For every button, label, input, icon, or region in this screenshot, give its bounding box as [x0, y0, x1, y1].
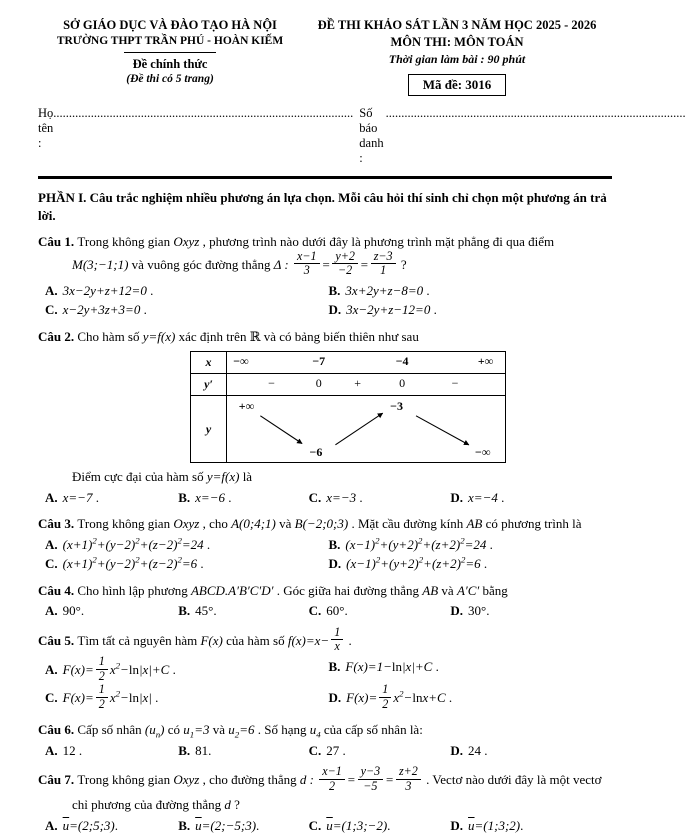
option-letter: C.	[308, 817, 322, 833]
bbt-arrows	[227, 396, 505, 462]
questions-container	[38, 232, 612, 835]
q2-option-B	[178, 488, 308, 508]
option-text: 90°.	[62, 603, 85, 619]
q1-stem-line: M(3;−1;1) và vuông góc đường thẳng Δ : $\frac{x-1}{3}$ = $\frac{y+2}{-2}$ = $\frac{z-3}{1}$ ?	[72, 248, 407, 278]
q7-option-C	[309, 816, 451, 835]
q1-option-D	[329, 300, 613, 320]
q5-option-C	[45, 682, 329, 713]
part1-heading: PHẦN I. Câu trắc nghiệm nhiều phương án lựa chọn. Mỗi câu hỏi thí sinh chỉ chọn một phương án trả lời.	[38, 190, 607, 224]
q4-stem-line: Câu 4. Cho hình lập phương ABCD.A′B′C′D′ . Góc giữa hai đường thẳng AB và A′C′ bằng	[38, 582, 508, 598]
q3-option-A	[45, 535, 329, 555]
q1-options	[38, 281, 612, 320]
student-info-line	[38, 106, 686, 166]
option-letter: B.	[328, 536, 341, 552]
option-letter: B.	[178, 603, 191, 619]
q5-option-A	[45, 654, 329, 685]
q6-number: Câu 6.	[38, 722, 78, 738]
question-4	[38, 581, 612, 621]
q3-option-B	[329, 535, 613, 555]
question-3	[38, 514, 612, 574]
exam-duration: Thời gian làm bài : 90 phút	[388, 52, 526, 66]
q3-option-C	[45, 554, 329, 574]
option-letter: C.	[308, 603, 322, 619]
q1-option-C	[45, 300, 329, 320]
bbt-x-value: −4	[395, 354, 409, 369]
option-text: F(x)= $\frac{1}{2}$ $x^2-\ln|x|+C$ .	[62, 654, 176, 683]
option-text: 24 .	[468, 742, 488, 758]
bbt-x-value: −7	[312, 354, 326, 369]
q2-option-A	[45, 488, 178, 508]
option-text: $(x+1)^2+(y-2)^2+(z-2)^2=24$ .	[62, 535, 211, 552]
q7-options	[38, 816, 612, 835]
q7-option-B	[178, 816, 308, 835]
option-text: 3x−2y+z+12=0 .	[62, 282, 154, 298]
option-letter: A.	[45, 536, 58, 552]
id-label: Số báo danh :	[359, 106, 384, 165]
exam-title: ĐỀ THI KHẢO SÁT LẦN 3 NĂM HỌC 2025 - 2026	[317, 18, 597, 32]
q7-stem-line: Câu 7. Trong không gian Oxyz , cho đường thẳng d : $\frac{x-1}{2}$ = $\frac{y-3}{-5}$ = $\frac{z+2}{3}$ . Vectơ nào dưới đây là một vectơ	[38, 764, 602, 793]
bbt-sign-value: +	[354, 376, 362, 391]
q6-options	[38, 741, 612, 761]
school-name: TRƯỜNG THPT TRẦN PHÚ - HOÀN KIẾM	[56, 35, 284, 47]
option-letter: B.	[178, 489, 191, 505]
option-letter: D.	[450, 489, 464, 505]
bbt-y-value: −3	[390, 399, 403, 414]
option-letter: A.	[45, 282, 58, 298]
question-1	[38, 232, 612, 320]
question-6	[38, 720, 612, 760]
q5-number: Câu 5.	[38, 632, 78, 648]
section-divider	[38, 176, 612, 179]
q7-option-D	[450, 816, 612, 835]
exam-info-block	[302, 18, 612, 96]
q2-option-C	[309, 488, 451, 508]
option-text: x=−7 .	[62, 489, 99, 505]
q2-number: Câu 2.	[38, 328, 78, 344]
q6-option-B	[178, 741, 308, 761]
q3-stem-line: Câu 3. Trong không gian Oxyz , cho A(0;4;1) và B(−2;0;3) . Mặt cầu đường kính AB có phương trình là	[38, 516, 582, 532]
option-letter: A.	[45, 603, 58, 619]
q6-stem-line: Câu 6. Cấp số nhân $(u_n)$ có $u_1=3$ và $u_2=6$ . Số hạng $u_4$ của cấp số nhân là:	[38, 722, 423, 740]
option-text: $\overline{u}=(1;3;2)$.	[468, 817, 524, 833]
option-letter: C.	[45, 690, 58, 706]
option-text: $\overline{u}=(2;-5;3)$.	[195, 817, 260, 833]
q4-option-D	[450, 601, 612, 621]
option-text: $(x-1)^2+(y+2)^2+(z+2)^2=24$ .	[345, 535, 493, 552]
bbt-row-label: x	[191, 352, 227, 373]
header-divider	[124, 52, 216, 53]
q4-options	[38, 601, 612, 621]
option-letter: A.	[45, 817, 58, 833]
pages-note: (Đề thi có 5 trang)	[126, 73, 214, 85]
option-letter: C.	[308, 489, 322, 505]
id-dotted-line: ................................................................................................	[385, 106, 686, 120]
option-text: 60°.	[326, 603, 348, 619]
option-text: F(x)= $\frac{1}{2}$ $x^2-\ln|x|$ .	[62, 682, 159, 711]
bbt-sign-value: 0	[399, 376, 406, 391]
bbt-y-value: −6	[309, 445, 323, 460]
q7-stem-line: chỉ phương của đường thẳng d ?	[72, 797, 240, 813]
q3-options	[38, 535, 612, 574]
official-exam-label: Đề chính thức	[132, 57, 208, 71]
option-letter: D.	[450, 817, 464, 833]
q2-option-D	[450, 488, 612, 508]
q4-number: Câu 4.	[38, 582, 78, 598]
q5-option-B	[329, 657, 613, 685]
bbt-sign-value: −	[451, 376, 459, 391]
option-letter: D.	[450, 742, 464, 758]
option-text: $(x-1)^2+(y+2)^2+(z+2)^2=6$ .	[346, 555, 488, 572]
option-text: 30°.	[468, 603, 490, 619]
q3-option-D	[329, 554, 613, 574]
bbt-x-value: −∞	[233, 354, 249, 369]
issuer-block	[38, 18, 302, 96]
option-text: 3x+2y+z−8=0 .	[345, 282, 430, 298]
option-text: 81.	[195, 742, 212, 758]
option-letter: A.	[45, 742, 58, 758]
q7-number: Câu 7.	[38, 772, 78, 788]
exam-header	[38, 18, 612, 96]
bbt-y-value: −∞	[475, 445, 491, 460]
question-5	[38, 624, 612, 713]
option-text: x=−3 .	[326, 489, 363, 505]
bbt-row-label: y	[191, 396, 227, 462]
q7-option-A	[45, 816, 178, 835]
q1-option-B	[329, 281, 613, 301]
q3-number: Câu 3.	[38, 516, 78, 532]
option-letter: B.	[328, 659, 341, 674]
option-text: x=−6 .	[195, 489, 232, 505]
bbt-y-value: +∞	[238, 399, 255, 414]
q4-option-A	[45, 601, 178, 621]
option-text: $\overline{u}=(2;5;3)$.	[62, 817, 118, 833]
option-letter: D.	[328, 556, 342, 572]
option-text: x=−4 .	[468, 489, 505, 505]
option-letter: A.	[45, 489, 58, 505]
q4-option-B	[178, 601, 308, 621]
option-letter: D.	[328, 302, 342, 318]
variation-table	[190, 351, 506, 463]
bbt-sign-value: 0	[315, 376, 322, 391]
exam-code-box: Mã đề: 3016	[408, 74, 507, 96]
option-text: $(x+1)^2+(y-2)^2+(z-2)^2=6$ .	[62, 555, 204, 572]
q1-option-A	[45, 281, 329, 301]
q2-stem-line: Câu 2. Cho hàm số y=f(x) xác định trên ℝ và có bảng biến thiên như sau	[38, 328, 419, 344]
name-dotted-line: ................................................................................................	[53, 106, 354, 120]
option-letter: A.	[45, 662, 58, 678]
question-2	[38, 327, 612, 508]
q5-stem-line: Câu 5. Tìm tất cả nguyên hàm F(x) của hàm số f(x)=x− $\frac{1}{x}$ .	[38, 624, 352, 654]
option-letter: D.	[328, 690, 342, 706]
q5-option-D	[328, 682, 613, 713]
q2-stem-after: Điểm cực đại của hàm số y=f(x) là	[72, 469, 253, 485]
option-text: $\overline{u}=(1;3;-2)$.	[326, 817, 391, 833]
bbt-x-value: +∞	[477, 354, 494, 369]
q1-stem-line: Câu 1. Trong không gian Oxyz , phương trình nào dưới đây là phương trình mặt phẳng đi qua điểm	[38, 234, 555, 250]
bbt-row-label: y′	[191, 374, 227, 395]
option-letter: C.	[45, 302, 58, 318]
question-7	[38, 764, 612, 835]
name-label: Họ tên :	[38, 106, 54, 150]
option-text: F(x)=1−ln|x|+C .	[345, 659, 439, 674]
option-letter: B.	[328, 282, 341, 298]
option-letter: B.	[178, 817, 191, 833]
q6-option-C	[309, 741, 451, 761]
option-letter: C.	[308, 742, 322, 758]
option-text: 45°.	[195, 603, 217, 619]
option-letter: D.	[450, 603, 464, 619]
option-text: F(x)= $\frac{1}{2}$ $x^2-\ln x+C$ .	[346, 682, 453, 711]
q6-option-A	[45, 741, 178, 761]
q6-option-D	[450, 741, 612, 761]
q5-options	[38, 654, 612, 713]
option-text: x−2y+3z+3=0 .	[62, 302, 147, 318]
department-name: SỞ GIÁO DỤC VÀ ĐÀO TẠO HÀ NỘI	[63, 18, 277, 32]
option-text: 3x−2y+z−12=0 .	[346, 302, 437, 318]
option-letter: C.	[45, 556, 58, 572]
q4-option-C	[309, 601, 451, 621]
q2-options	[38, 488, 612, 508]
option-text: 12 .	[62, 742, 83, 758]
exam-subject: MÔN THI: MÔN TOÁN	[390, 35, 524, 49]
option-letter: B.	[178, 742, 191, 758]
bbt-sign-value: −	[268, 376, 275, 391]
q1-number: Câu 1.	[38, 234, 78, 250]
option-text: 27 .	[326, 742, 346, 758]
